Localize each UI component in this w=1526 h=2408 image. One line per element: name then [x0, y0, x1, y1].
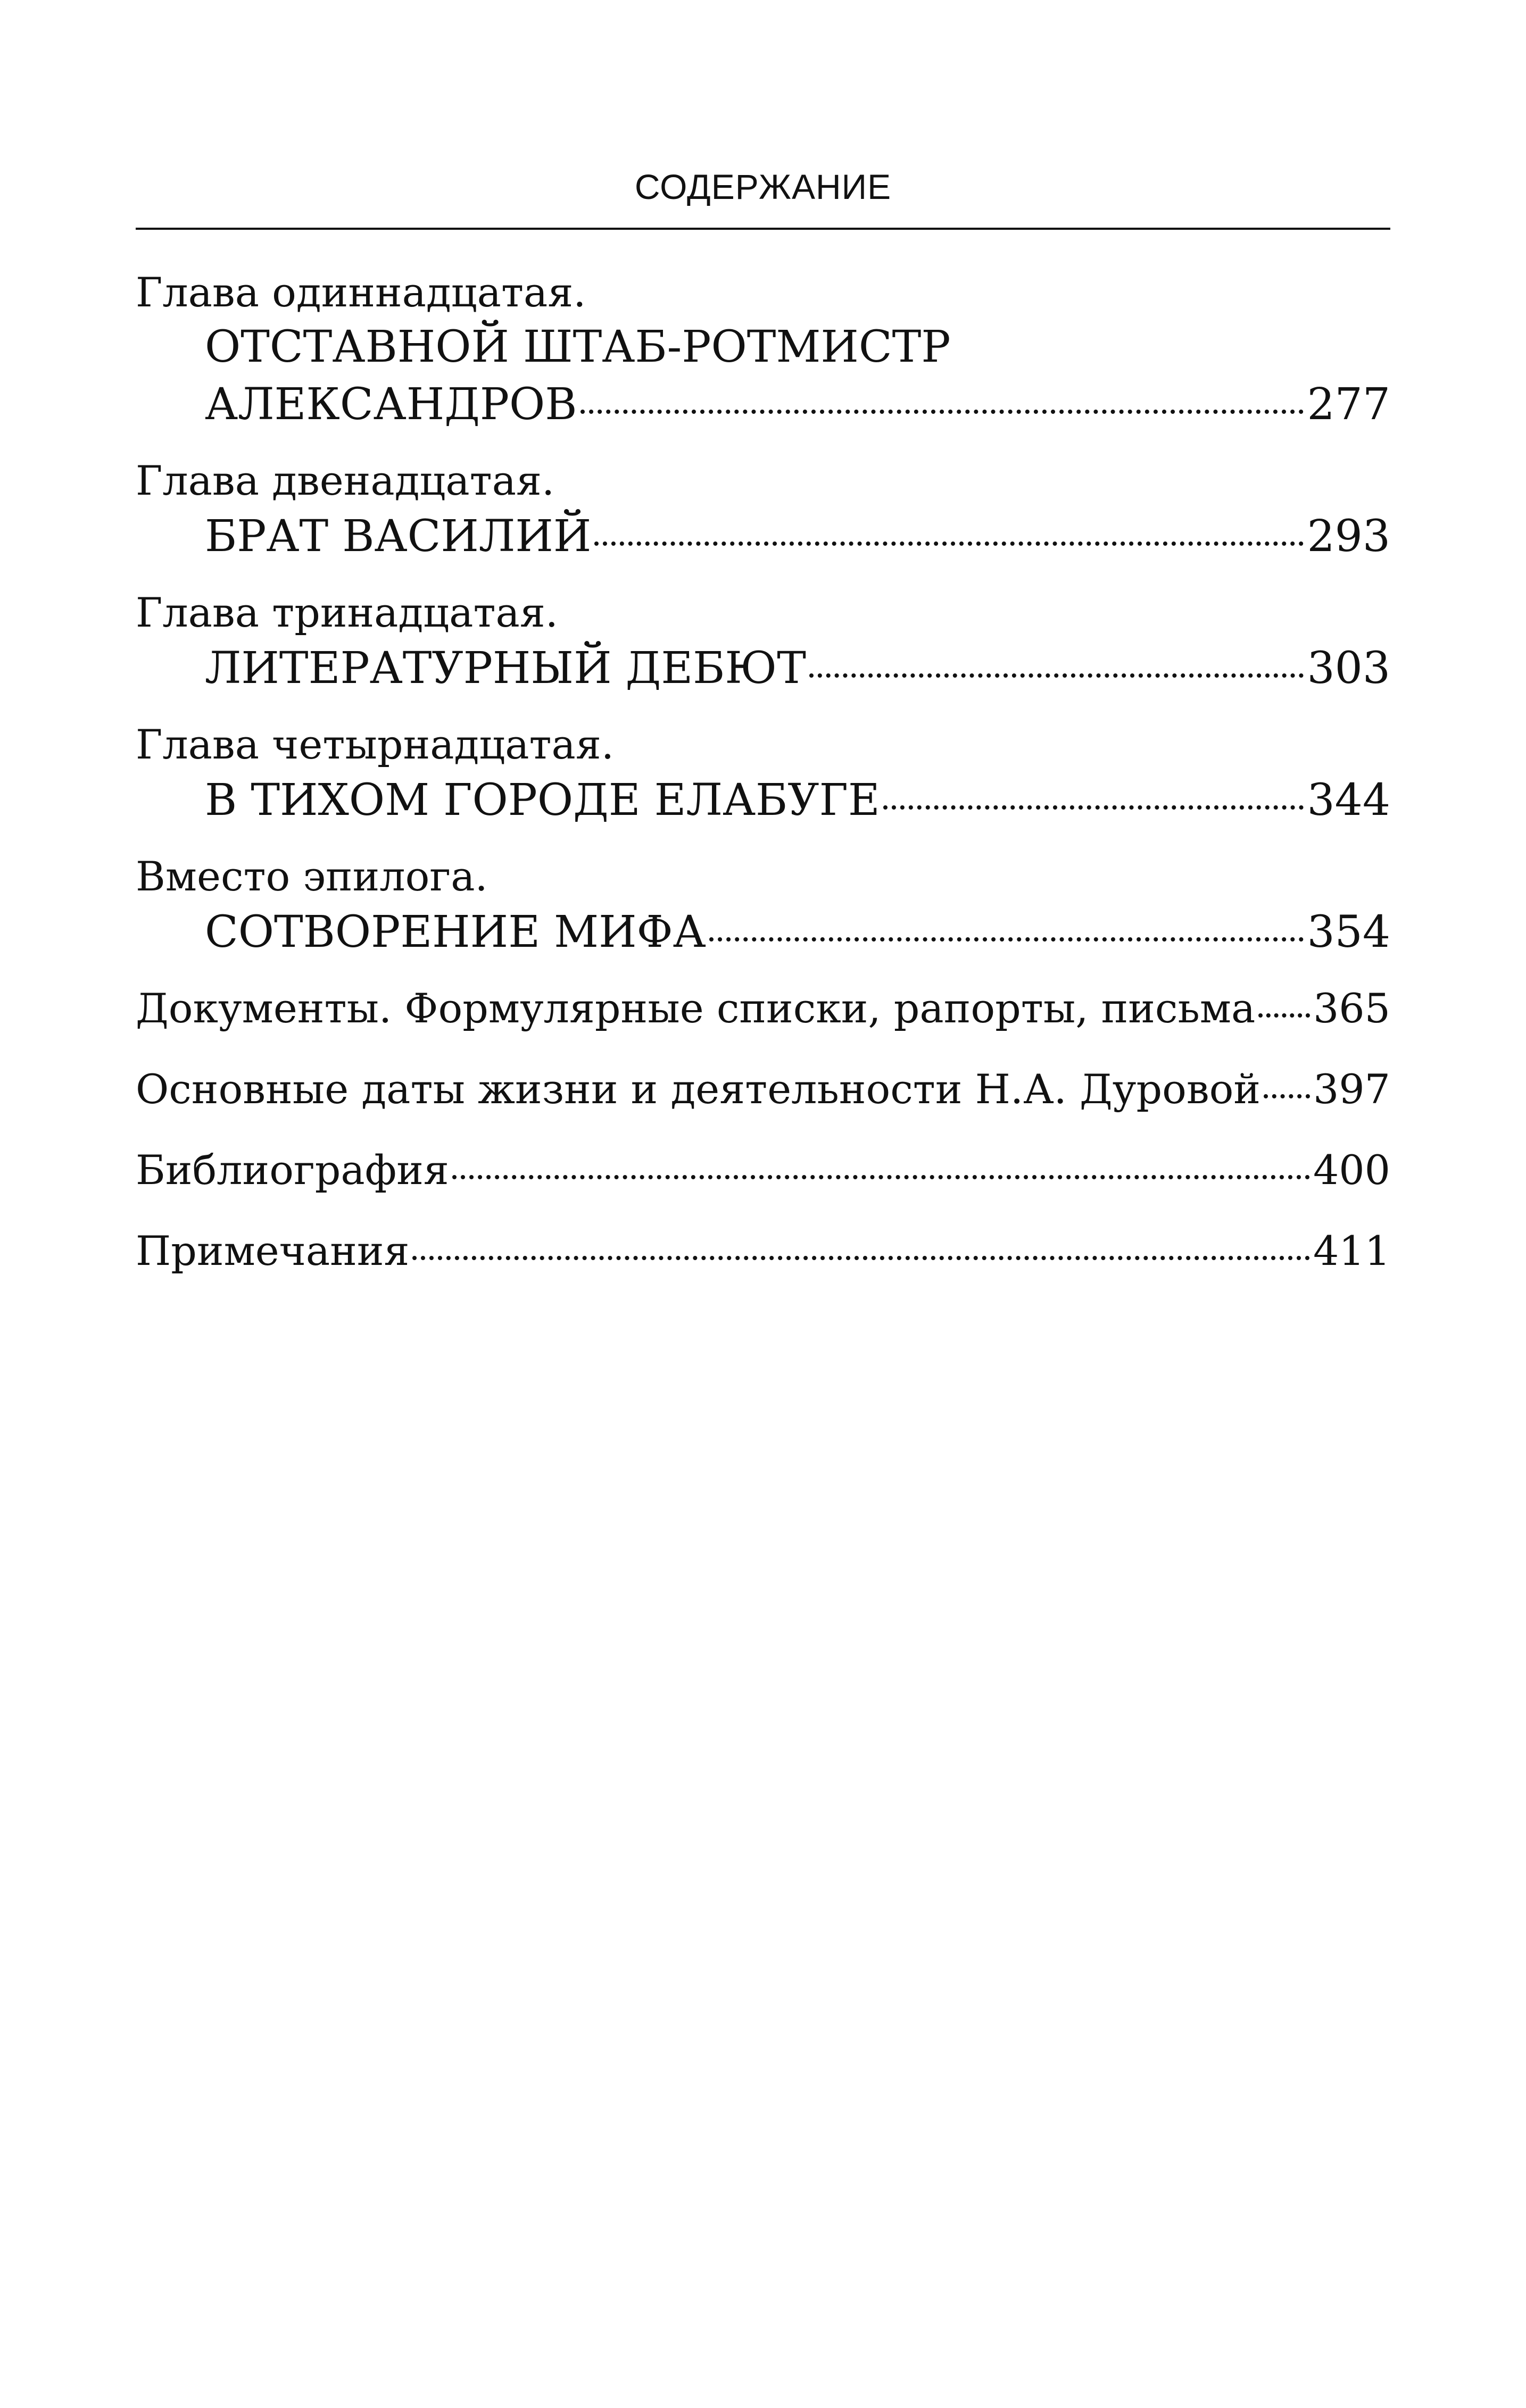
- page-number: 397: [1313, 1065, 1390, 1113]
- chapter-label: Глава тринадцатая.: [136, 589, 558, 636]
- page-number: 411: [1313, 1227, 1390, 1274]
- entry-title: Примечания: [136, 1227, 410, 1274]
- entry-title: Основные даты жизни и деятельности Н.А. Дуровой: [136, 1065, 1261, 1113]
- chapter-title-row: [205, 507, 1390, 564]
- entry-title: Библиография: [136, 1146, 449, 1194]
- toc-entry-dates: [136, 1063, 1390, 1116]
- toc-entry-bibliography: [136, 1144, 1390, 1197]
- chapter-title-line: ОТСТАВНОЙ ШТАБ-РОТМИСТР: [205, 322, 951, 372]
- dot-leader: [412, 1224, 1309, 1265]
- page-number: 293: [1307, 511, 1390, 562]
- dot-leader: [1258, 982, 1310, 1022]
- chapter-title-row: [205, 903, 1390, 960]
- page-number: 344: [1307, 775, 1390, 826]
- toc-entry-chapter-11: [136, 266, 1390, 432]
- entry-title: Документы. Формулярные списки, рапорты, письма: [136, 985, 1256, 1032]
- header-rule: [136, 228, 1390, 230]
- chapter-title-line: СОТВОРЕНИЕ МИФА: [205, 907, 706, 957]
- table-of-contents: [136, 266, 1390, 1278]
- page-number: 303: [1307, 643, 1390, 694]
- running-head: СОДЕРЖАНИЕ: [634, 167, 892, 206]
- chapter-title-row: [205, 639, 1390, 696]
- page-number: 354: [1307, 907, 1390, 957]
- toc-entry-chapter-13: [136, 586, 1390, 696]
- dot-leader: [809, 639, 1304, 683]
- toc-entry-epilogue: [136, 850, 1390, 960]
- chapter-label: Вместо эпилога.: [136, 853, 488, 900]
- chapter-title-line: БРАТ ВАСИЛИЙ: [205, 511, 592, 562]
- toc-entry-chapter-12: [136, 454, 1390, 564]
- dot-leader: [709, 903, 1304, 947]
- chapter-title-line: В ТИХОМ ГОРОДЕ ЕЛАБУГЕ: [205, 775, 880, 826]
- chapter-label: Глава одиннадцатая.: [136, 269, 586, 316]
- dot-leader: [580, 376, 1304, 419]
- dot-leader: [883, 771, 1304, 815]
- chapter-title-row: [205, 771, 1390, 828]
- page-number: 365: [1313, 985, 1390, 1032]
- chapter-label: Глава четырнадцатая.: [136, 721, 614, 768]
- toc-entry-documents: [136, 982, 1390, 1035]
- toc-entry-notes: [136, 1224, 1390, 1278]
- page-number: 400: [1313, 1146, 1390, 1194]
- dot-leader: [1264, 1063, 1310, 1103]
- chapter-label: Глава двенадцатая.: [136, 457, 555, 504]
- page-number: 277: [1307, 379, 1390, 430]
- dot-leader: [594, 507, 1304, 551]
- chapter-title-row: [205, 376, 1390, 432]
- chapter-title-line: ЛИТЕРАТУРНЫЙ ДЕБЮТ: [205, 643, 806, 694]
- chapter-title-line: АЛЕКСАНДРОВ: [205, 379, 577, 430]
- dot-leader: [452, 1144, 1310, 1184]
- toc-entry-chapter-14: [136, 718, 1390, 828]
